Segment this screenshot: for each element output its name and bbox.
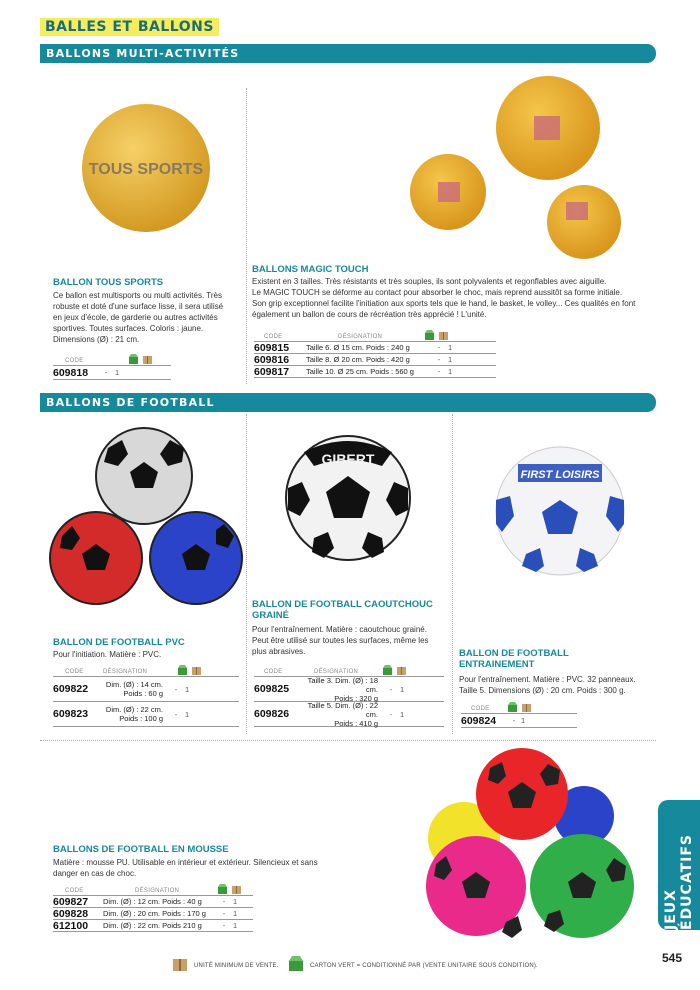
- product-title: BALLON TOUS SPORTS: [53, 277, 164, 288]
- product-title: BALLON DE FOOTBALL PVC: [53, 637, 185, 648]
- table-row: 609827 Dim. (Ø) : 12 cm. Poids : 40 g - 1: [53, 896, 253, 908]
- ballon-football-caoutchouc-image: [284, 434, 412, 562]
- product-description: Ce ballon est multisports ou multi activités. Très robuste et doté d'une surface lisse, il sera utilisé en jeux d'école, de garderie ou autres activités sportives. Toutes surfaces. Coloris : jaune. Dimensions (Ø) : 21 cm.: [53, 291, 224, 344]
- table-row: 609825 Taille 3. Dim. (Ø) : 18 cm. Poids : 320 g - 1: [254, 677, 444, 702]
- product-table: [53, 666, 239, 727]
- green-carton-icon: [128, 354, 139, 364]
- product-table: [254, 331, 496, 378]
- col-code: CODE: [65, 888, 84, 894]
- brown-box-icon: [231, 884, 242, 894]
- product-table: [53, 355, 171, 380]
- product-table: [461, 703, 577, 728]
- divider: [246, 88, 247, 384]
- col-designation: DÉSIGNATION: [135, 888, 180, 894]
- ballon-football-pvc-image: [48, 426, 244, 608]
- col-code: CODE: [65, 669, 84, 675]
- ballon-football-entrainement-image: [492, 444, 628, 578]
- table-row: 609815 Taille 6. Ø 15 cm. Poids : 240 g - 1: [254, 342, 496, 354]
- divider: [452, 414, 453, 734]
- ballons-magic-touch-image: [404, 72, 634, 264]
- product-description: Pour l'entraînement. Matière : PVC. 32 panneaux. Taille 5. Dimensions (Ø) : 20 cm. Poids : 300 g.: [459, 675, 636, 695]
- product-description: Matière : mousse PU. Utilisable en intérieur et extérieur. Silencieux et sans danger en cas de choc.: [53, 858, 318, 878]
- col-designation: DÉSIGNATION: [314, 669, 359, 675]
- table-row: 609816 Taille 8. Ø 20 cm. Poids : 420 g - 1: [254, 354, 496, 366]
- table-row: 612100 Dim. (Ø) : 22 cm. Poids 210 g - 1: [53, 920, 253, 932]
- green-carton-icon: [424, 330, 435, 340]
- product-title: BALLON DE FOOTBALL ENTRAINEMENT: [459, 648, 569, 670]
- green-carton-icon: [288, 956, 304, 976]
- section-bar-football: BALLONS DE FOOTBALL: [40, 393, 656, 412]
- col-designation: DÉSIGNATION: [338, 334, 383, 340]
- ball-print-text: GIBERT: [321, 451, 375, 467]
- product-title: BALLONS DE FOOTBALL EN MOUSSE: [53, 844, 229, 855]
- product-table: [53, 885, 253, 932]
- col-code: CODE: [65, 358, 84, 364]
- col-code: CODE: [264, 669, 283, 675]
- table-row: 609818 - 1: [53, 366, 171, 380]
- green-carton-icon: [217, 884, 228, 894]
- section-bar-multi: BALLONS MULTI-ACTIVITÉS: [40, 44, 656, 63]
- ball-print-text: TOUS SPORTS: [88, 161, 204, 178]
- product-description: Pour l'entraînement. Matière : caoutchouc grainé. Peut être utilisé sur toutes les surfaces, même les plus abrasives.: [252, 625, 429, 656]
- ballon-tous-sports-image: [78, 100, 214, 236]
- table-row: 609828 Dim. (Ø) : 20 cm. Poids : 170 g - 1: [53, 908, 253, 920]
- green-carton-icon: [507, 702, 518, 712]
- product-table: [254, 666, 444, 727]
- brown-box-icon: [438, 330, 449, 340]
- col-code: CODE: [471, 706, 490, 712]
- product-title: BALLONS MAGIC TOUCH: [252, 264, 369, 275]
- green-carton-icon: [177, 665, 188, 675]
- divider: [246, 414, 247, 734]
- col-designation: DÉSIGNATION: [103, 669, 148, 675]
- ballons-football-mousse-image: [418, 746, 638, 944]
- page-number: 545: [662, 951, 683, 965]
- category-heading: BALLES ET BALLONS: [40, 18, 219, 36]
- table-row: 609823 Dim. (Ø) : 22 cm. Poids : 100 g - 1: [53, 702, 239, 727]
- legend-unit: UNITÉ MINIMUM DE VENTE.: [172, 956, 279, 976]
- table-row: 609824 - 1: [461, 714, 577, 728]
- brown-box-icon: [191, 665, 202, 675]
- divider: [40, 740, 656, 741]
- product-description: Existent en 3 tailles. Très résistants et très souples, ils sont polyvalents et regonflables avec aiguille. Le MAGIC TOUCH se déforme au contact pour absorber le choc, mais reprend aussitôt sa forme initiale. Son grip exceptionnel facilite l'initiation aux sports tels que le hand, le basket, le volley... Ces qualités en font également un ballon de cours de récréation très apprécié ! L'unité.: [252, 277, 636, 319]
- table-row: 609826 Taille 5. Dim. (Ø) : 22 cm. Poids : 410 g - 1: [254, 702, 444, 727]
- legend-carton: CARTON VERT = CONDITIONNÉ PAR (VENTE UNITAIRE SOUS CONDITION).: [288, 956, 538, 976]
- brown-box-icon: [172, 956, 188, 976]
- brown-box-icon: [142, 354, 153, 364]
- table-row: 609822 Dim. (Ø) : 14 cm. Poids : 60 g - 1: [53, 677, 239, 702]
- green-carton-icon: [382, 665, 393, 675]
- side-tab-jeux-educatifs: JEUX ÉDUCATIFS: [658, 800, 700, 930]
- brown-box-icon: [521, 702, 532, 712]
- product-description: Pour l'initiation. Matière : PVC.: [53, 650, 162, 659]
- brown-box-icon: [396, 665, 407, 675]
- table-row: 609817 Taille 10. Ø 25 cm. Poids : 560 g - 1: [254, 366, 496, 378]
- col-code: CODE: [264, 334, 283, 340]
- ball-print-text: FIRST LOISIRS: [520, 469, 600, 481]
- product-title: BALLON DE FOOTBALL CAOUTCHOUC GRAINÉ: [252, 599, 433, 621]
